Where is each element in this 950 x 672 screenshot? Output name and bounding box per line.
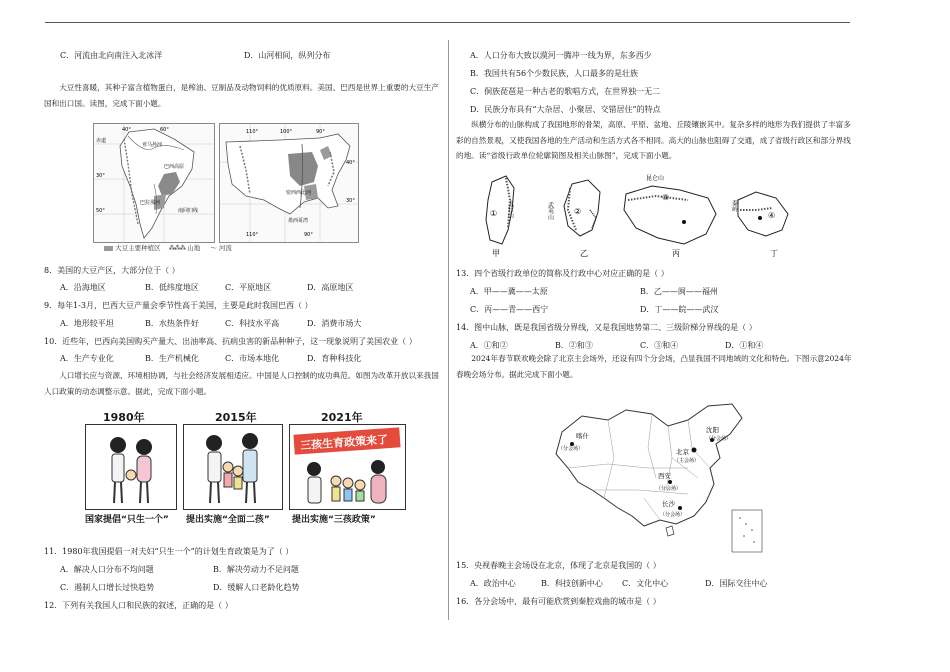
q8-stem: 8．美国的大豆产区，大部分位于（ ） — [44, 266, 180, 275]
sa-label-0: 赤道 — [96, 138, 107, 144]
province-mountain-qinling: 秦岭 — [730, 200, 738, 212]
us-label-5: 密西西比河 — [286, 190, 312, 196]
province-outlines — [476, 170, 796, 260]
gala-tag-beijing: （主会场） — [674, 458, 700, 464]
q10-option-d: D．育种科技化 — [307, 354, 362, 363]
us-label-4: 30° — [346, 198, 355, 204]
us-label-7: 110° — [246, 232, 259, 238]
province-name-yi: 乙 — [580, 249, 588, 258]
south-sea-inset — [732, 510, 762, 552]
sa-label-4: 巴西高原 — [164, 164, 185, 170]
q12-option-d: D．民族分布具有“大杂居、小聚居、交错居住”的特点 — [470, 105, 661, 114]
mountain-symbol-icon: ⁂⁂⁂ — [168, 244, 186, 252]
q13-stem: 13．四个省级行政单位的简称及行政中心对应正确的是（ ） — [456, 269, 669, 278]
q14-option-b: B．②和③ — [555, 341, 593, 350]
us-label-2: 90° — [316, 129, 325, 135]
soy-map-legend — [104, 243, 232, 252]
policy-panel-2015 — [183, 424, 283, 510]
q7-option-c: C．河流由北向南注入北冰洋 — [60, 51, 163, 60]
q8-option-d: D．高原地区 — [307, 283, 354, 292]
q9-option-b: B．水热条件好 — [145, 319, 199, 328]
q13-option-c: C．丙——青——西宁 — [470, 305, 549, 314]
province-circle-2: ② — [574, 207, 582, 216]
q15-option-d: D．国际交往中心 — [705, 579, 768, 588]
q9-option-a: A．地形较平坦 — [60, 319, 114, 328]
q14-stem: 14．图中山脉，既是我国省级分界线，又是我国地势第二、三级阶梯分界线的是（ ） — [456, 323, 757, 332]
q12-option-b: B．我国共有56个少数民族，人口最多的是壮族 — [470, 69, 639, 78]
us-label-6: 墨西哥湾 — [288, 218, 309, 224]
province-mountain-taihang: 太行山 — [506, 200, 514, 218]
q15-option-c: C．文化中心 — [622, 579, 669, 588]
q11-option-c: C．遏制人口增长过快趋势 — [60, 583, 155, 592]
q11-option-b: B．解决劳动力不足问题 — [213, 565, 299, 574]
q12-option-c: C．侗族琵琶是一种古老的歌唱方式，在世界独一无二 — [470, 87, 661, 96]
policy-banner: 三孩生育政策来了 — [299, 433, 389, 453]
policy-caption-2015: 提出实施“全面二孩” — [186, 515, 270, 525]
q10-option-b: B．生产机械化 — [145, 354, 199, 363]
q13-option-b: B．乙——闽——福州 — [640, 287, 718, 296]
gala-map — [548, 398, 768, 556]
south-america-map — [93, 123, 215, 243]
sa-label-7: 40° — [122, 127, 131, 133]
gala-passage: 2024年春节联欢晚会除了北京主会场外，还设有四个分会场，凸显我国不同地域的文化和特色。下图示意2024年春晚会场分布。据此完成下面小题。 — [456, 354, 852, 379]
gala-tag-xian: （分会场） — [656, 486, 682, 492]
us-label-3: 40° — [346, 160, 355, 166]
province-mountain-kunlun: 昆仑山 — [646, 175, 665, 182]
q14-option-d: D．①和④ — [725, 341, 764, 350]
policy-year-1980: 1980年 — [103, 411, 145, 424]
q8-option-c: C．平原地区 — [225, 283, 272, 292]
policy-panel-1980 — [85, 424, 177, 510]
policy-year-2021: 2021年 — [321, 411, 363, 424]
q15-stem: 15．央视春晚主会场设在北京，体现了北京是我国的（ ） — [456, 561, 661, 570]
gala-city-kashgar: 喀什 — [576, 432, 589, 440]
province-circle-3: ③ — [662, 193, 670, 202]
q8-option-a: A．沿海地区 — [60, 283, 106, 292]
q9-option-c: C．科技水平高 — [225, 319, 280, 328]
mountain-passage: 纵横分布的山脉构成了我国地形的骨架，高原、平原、盆地、丘陵镶嵌其中。复杂多样的地形为我们提供了丰富多彩的自然景观，又使我国各地的生产活动和生活方式各不相同。高大的山脉也阻碍了交通，成了省级行政区和部分界线的地。读“省级行政单位轮廓简图及相关山脉图”，完成下面小题。 — [456, 120, 851, 160]
province-circle-4: ④ — [768, 211, 776, 220]
sa-label-6: 50° — [96, 208, 105, 214]
policy-caption-1980: 国家提倡“只生一个” — [85, 515, 169, 525]
policy-caption-2021: 提出实施“三孩政策” — [292, 515, 376, 525]
q11-option-d: D．缓解人口老龄化趋势 — [213, 583, 300, 592]
policy-panel-2021 — [289, 424, 406, 510]
sa-label-8: 60° — [160, 127, 169, 133]
gala-city-changsha: 长沙 — [662, 500, 675, 508]
gala-city-shenyang: 沈阳 — [706, 426, 719, 434]
q13-option-a: A．甲——冀——太原 — [470, 287, 548, 296]
population-passage: 人口增长应与资源、环境相协调，与社会经济发展相适应。中国是人口控制的成功典范。如图为改革开放以来我国人口政策的动态调整示意。据此，完成下面小题。 — [44, 371, 439, 396]
us-label-8: 90° — [304, 232, 313, 238]
q14-option-c: C．③和④ — [640, 341, 679, 350]
policy-year-2015: 2015年 — [215, 411, 257, 424]
sa-label-2: 亚马孙河 — [142, 142, 163, 148]
us-label-0: 110° — [246, 129, 259, 135]
province-circle-1: ① — [490, 209, 498, 218]
province-name-ding: 丁 — [770, 249, 778, 258]
q11-stem: 11．1980年我国提倡一对夫妇“只生一个”的计划生育政策是为了（ ） — [44, 547, 294, 556]
sa-label-1: 30° — [96, 173, 105, 179]
q16-stem: 16．各分会场中，最有可能欣赏到秦腔戏曲的城市是（ ） — [456, 597, 661, 606]
us-label-1: 100° — [280, 129, 293, 135]
gala-tag-shenyang: （分会场） — [706, 436, 732, 442]
usa-map — [219, 123, 359, 243]
q11-option-a: A．解决人口分布不均问题 — [60, 565, 154, 574]
river-symbol-icon: 〜 — [210, 244, 217, 252]
legend-area-label: 大豆主要种植区 — [115, 244, 161, 252]
province-name-jia: 甲 — [492, 249, 500, 258]
sa-label-5: 南回归线 — [178, 208, 199, 214]
top-rule — [45, 22, 850, 23]
province-mountain-wuyi: 武夷山 — [546, 202, 554, 220]
q8-option-b: B．低纬度地区 — [145, 283, 199, 292]
gala-city-beijing: 北京 — [676, 448, 689, 456]
q10-option-c: C．市场本地化 — [225, 354, 280, 363]
soy-passage: 大豆性喜暖，其种子富含植物蛋白，是榨油、豆制品及动物饲料的优质原料。美国、巴西是世界上重要的大豆生产国和出口国。读图，完成下面小题。 — [44, 83, 439, 108]
gala-city-xian: 西安 — [658, 472, 671, 480]
q12-stem: 12．下列有关我国人口和民族的叙述，正确的是（ ） — [44, 601, 233, 610]
legend-river-label: 河流 — [218, 244, 232, 252]
q9-option-d: D．消费市场大 — [307, 319, 362, 328]
legend-mountain-label: 山地 — [187, 244, 201, 252]
legend-area-swatch — [104, 246, 113, 251]
q14-option-a: A．①和② — [470, 341, 508, 350]
gala-tag-changsha: （分会场） — [660, 512, 686, 518]
q13-option-d: D．丁——皖——武汉 — [640, 305, 719, 314]
q10-stem: 10．近些年，巴西向美国购买产量大、出油率高、抗病虫害的新品种种子，这一现象说明了美国农业（ ） — [44, 337, 417, 346]
q10-option-a: A．生产专业化 — [60, 354, 114, 363]
q15-option-b: B．科技创新中心 — [541, 579, 603, 588]
gala-tag-kashgar: （分会场） — [558, 446, 584, 452]
q15-option-a: A．政治中心 — [470, 579, 516, 588]
q9-stem: 9．每年1-3月，巴西大豆产量会季节性高于美国，主要是此时我国巴西（ ） — [44, 301, 313, 310]
q12-option-a: A．人口分布大致以漠河一腾冲一线为界，东多西少 — [470, 51, 652, 60]
q7-option-d: D．山河相间，纵列分布 — [244, 51, 331, 60]
province-name-bing: 丙 — [672, 249, 680, 258]
sa-label-3: 巴拉那河 — [140, 200, 161, 206]
column-divider — [448, 40, 449, 620]
